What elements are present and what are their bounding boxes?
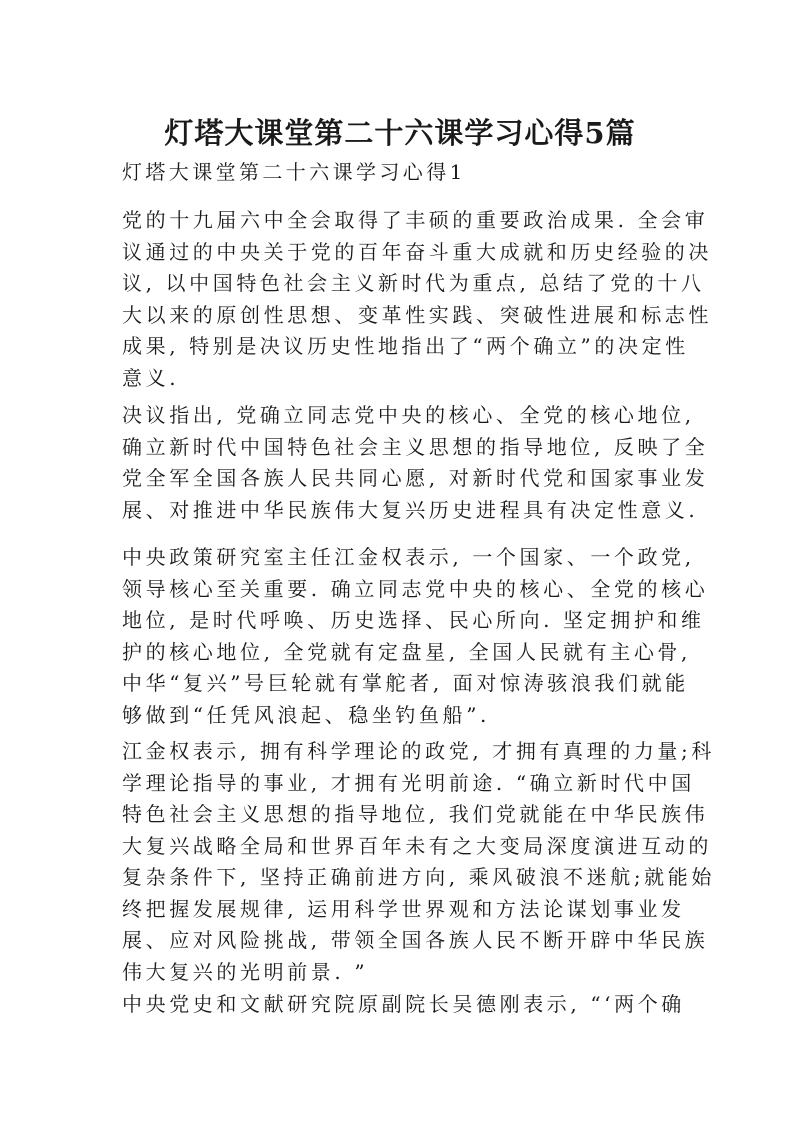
paragraph-1 <box>122 205 712 394</box>
paragraph-line: 地位, 是时代呼唤、历史选择、民心所向. 坚定拥护和维 <box>122 608 705 632</box>
paragraph-2 <box>122 400 709 526</box>
paragraph-line: 江金权表示, 拥有科学理论的政党, 才拥有真理的力量;科 <box>122 739 715 763</box>
paragraph-line: 议, 以中国特色社会主义新时代为重点, 总结了党的十八 <box>122 271 705 295</box>
paragraph-line: 中华“复兴”号巨轮就有掌舵者, 面对惊涛骇浪我们就能 <box>122 671 689 695</box>
paragraph-line: 伟大复兴的光明前景. ” <box>122 959 369 984</box>
document-title: 灯塔大课堂第二十六课学习心得5篇 <box>164 116 636 150</box>
paragraph-line: 领导核心至关重要. 确立同志党中央的核心、全党的核心 <box>122 576 709 601</box>
paragraph-5 <box>122 989 685 1021</box>
paragraph-line: 决议指出, 党确立同志党中央的核心、全党的核心地位, <box>122 403 695 427</box>
paragraph-line: 中央政策研究室主任江金权表示, 一个国家、一个政党, <box>122 545 695 569</box>
paragraph-line: 够做到“任凭风浪起、稳坐钓鱼船”. <box>122 702 491 727</box>
paragraph-line: 护的核心地位, 全党就有定盘星, 全国人民就有主心骨, <box>122 639 691 664</box>
document-subtitle: 灯塔大课堂第二十六课学习心得1 <box>122 160 466 184</box>
paragraph-line: 确立新时代中国特色社会主义思想的指导地位, 反映了全 <box>122 434 709 459</box>
paragraph-line: 复杂条件下, 坚持正确前进方向, 乘风破浪不迷航;就能始 <box>122 865 715 889</box>
paragraph-line: 终把握发展规律, 运用科学世界观和方法论谋划事业发 <box>122 896 685 921</box>
paragraph-line: 党的十九届六中全会取得了丰硕的重要政治成果. 全会审 <box>122 208 709 232</box>
paragraph-line: 特色社会主义思想的指导地位, 我们党就能在中华民族伟 <box>122 802 709 826</box>
paragraph-line: 学理论指导的事业, 才拥有光明前途. “确立新时代中国 <box>122 770 695 795</box>
paragraph-line: 议通过的中央关于党的百年奋斗重大成就和历史经验的决 <box>122 239 712 264</box>
paragraph-line: 展、应对风险挑战, 带领全国各族人民不断开辟中华民族 <box>122 928 709 952</box>
paragraph-line: 意义. <box>122 365 180 390</box>
paragraph-line: 展、对推进中华民族伟大复兴历史进程具有决定性意义. <box>122 497 699 522</box>
paragraph-3 <box>122 542 709 731</box>
paragraph-line: 成果, 特别是决议历史性地指出了“两个确立”的决定性 <box>122 334 689 358</box>
paragraph-line: 中央党史和文献研究院原副院长吴德刚表示, “‘两个确 <box>122 992 685 1016</box>
paragraph-line: 大复兴战略全局和世界百年未有之大变局深度演进互动的 <box>122 833 712 858</box>
paragraph-4 <box>122 736 715 988</box>
paragraph-line: 党全军全国各族人民共同心愿, 对新时代党和国家事业发 <box>122 466 709 490</box>
paragraph-line: 大以来的原创性思想、变革性实践、突破性进展和标志性 <box>122 302 712 327</box>
